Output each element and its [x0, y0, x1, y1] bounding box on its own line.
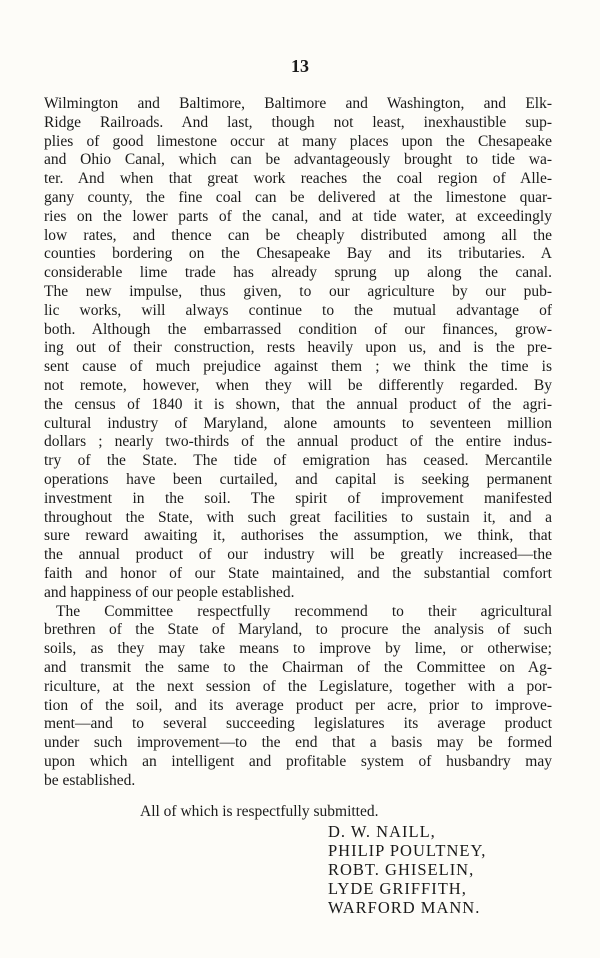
text-line: under such improvement—to the end that a basis may be formed [44, 734, 552, 752]
signatory-name: D. W. NAILL, [328, 822, 436, 841]
body-text [44, 95, 552, 790]
text-line: try of the State. The tide of emigration has ceased. Mercantile [44, 452, 552, 470]
text-line: brethren of the State of Maryland, to procure the analysis of such [44, 621, 552, 639]
text-line: cultural industry of Maryland, alone amounts to seventeen million [44, 414, 552, 432]
text-line: low rates, and thence can be cheaply distributed among all the [44, 226, 552, 244]
text-line: and Ohio Canal, which can be advantageously brought to tide wa- [44, 151, 552, 169]
text-line: operations have been curtailed, and capital is seeking permanent [44, 470, 552, 488]
paragraph [44, 95, 552, 603]
text-line: gany county, the fine coal can be delivered at the limestone quar- [44, 188, 552, 206]
text-line: lic works, will always continue to the mutual advantage of [44, 301, 552, 319]
text-line: ment—and to several succeeding legislatures its average product [44, 715, 552, 733]
text-line: and happiness of our people established. [44, 583, 295, 601]
text-line: be established. [44, 771, 136, 789]
signature-block [328, 822, 486, 917]
text-line: throughout the State, with such great facilities to sustain it, and a [44, 508, 552, 526]
text-line: dollars ; nearly two-thirds of the annual product of the entire indus- [44, 433, 552, 451]
signatory-name: LYDE GRIFFITH, [328, 879, 467, 898]
text-line: The new impulse, thus given, to our agriculture by our pub- [44, 282, 552, 300]
text-line: ing out of their construction, rests heavily upon us, and is the pre- [44, 339, 552, 357]
text-line: The Committee respectfully recommend to their agricultural [56, 602, 552, 620]
text-line: Ridge Railroads. And last, though not least, inexhaustible sup- [44, 113, 552, 131]
text-line: sent cause of much prejudice against them ; we think the time is [44, 358, 552, 376]
text-line: not remote, however, when they will be differently regarded. By [44, 376, 552, 394]
closing-line: All of which is respectfully submitted. [140, 803, 379, 820]
text-line: counties bordering on the Chesapeake Bay and its tributaries. A [44, 245, 552, 263]
text-line: faith and honor of our State maintained, and the substantial comfort [44, 564, 552, 582]
page-number: 13 [291, 56, 309, 76]
paragraph [44, 603, 552, 791]
text-line: considerable lime trade has already sprung up along the canal. [44, 264, 552, 282]
text-line: Wilmington and Baltimore, Baltimore and Washington, and Elk- [44, 95, 552, 112]
text-line: both. Although the embarrassed condition of our finances, grow- [44, 320, 552, 338]
text-line: investment in the soil. The spirit of improvement manifested [44, 489, 552, 507]
text-line: ries on the lower parts of the canal, and at tide water, at exceedingly [44, 207, 552, 225]
text-line: the census of 1840 it is shown, that the annual product of the agri- [44, 395, 552, 413]
text-line: upon which an intelligent and profitable system of husbandry may [44, 752, 552, 770]
text-line: tion of the soil, and its average product per acre, prior to improve- [44, 696, 552, 714]
text-line: and transmit the same to the Chairman of the Committee on Ag- [44, 658, 552, 676]
signatory-name: PHILIP POULTNEY, [328, 841, 487, 860]
signatory-name: ROBT. GHISELIN, [328, 860, 475, 879]
signatory-name: WARFORD MANN. [328, 898, 481, 917]
text-line: the annual product of our industry will be greatly increased—the [44, 546, 552, 564]
text-line: sure reward awaiting it, authorises the assumption, we think, that [44, 527, 552, 545]
text-line: riculture, at the next session of the Legislature, together with a por- [44, 677, 552, 695]
text-line: plies of good limestone occur at many places upon the Chesapeake [44, 132, 552, 150]
text-line: soils, as they may take means to improve by lime, or otherwise; [44, 640, 552, 658]
text-line: ter. And when that great work reaches the coal region of Alle- [44, 170, 552, 188]
